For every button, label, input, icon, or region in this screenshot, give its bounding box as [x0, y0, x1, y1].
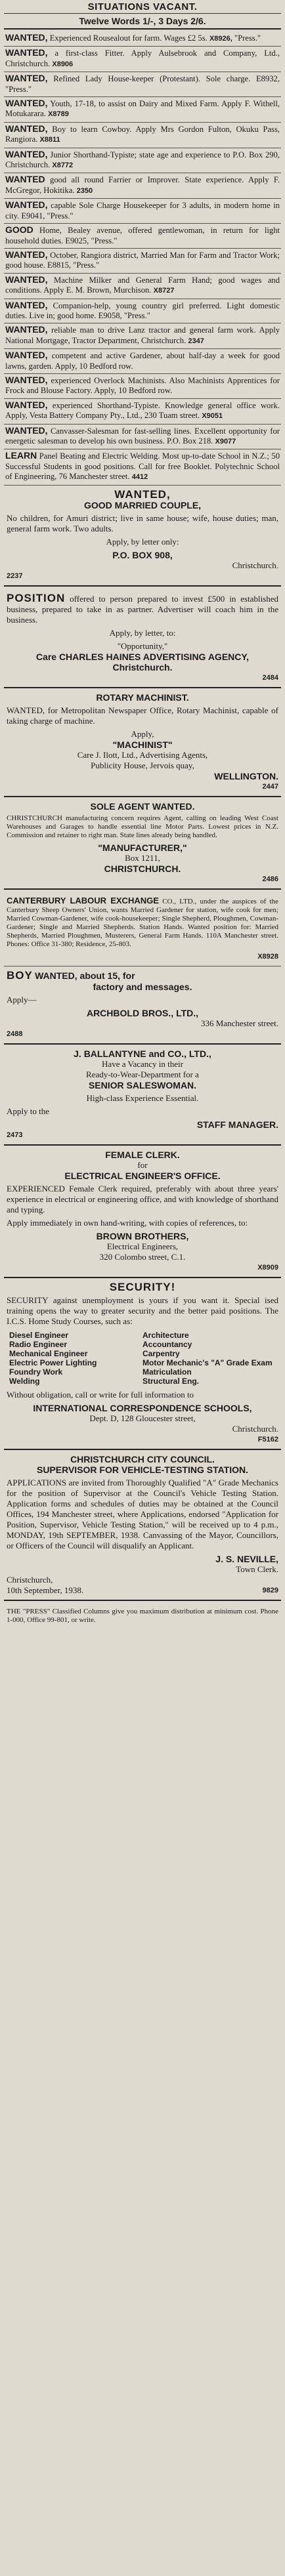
- ad-body1: Have a Vacancy in their: [102, 1058, 183, 1069]
- ad-body: CO., LTD., under the auspices of the Canterbury Sheep Owners' Union, wants Married Gardener for station, wife cook for men; Married Cowman-Gardener, wife cook-housekeeper; Single Shepherd, Ploughmen, Cowman-Gardener; Single and Married Shepherds. Station Hands. Wanted position for: Married Shepherds, Married Ploughmen, Musterers, General Farm Hands. 110A Manchester street. Phones: Office 31-380; Residence, 25-803.: [7, 897, 278, 948]
- classified-ref: X8811: [39, 136, 60, 144]
- classified-text: capable Sole Charge Housekeeper for 3 adults, in modern home in city. E9041, "Press.": [5, 201, 280, 220]
- ad-apply: Apply—: [7, 994, 37, 1005]
- classified-text: Machine Milker and General Farm Hand; good wages and conditions. Apply E. M. Brown, Murchison.: [5, 275, 280, 295]
- ad-body: SECURITY against unemployment is yours if you want it. Special ised training opens the way to greater security and the better paid positions. The I.C.S. Home Study Courses, such as:: [7, 1295, 278, 1326]
- classified-text: good all round Farrier or Improver. State experience. Apply F. McGregor, Hokitika.: [5, 175, 280, 195]
- ad-married-couple: [4, 486, 281, 587]
- classified-lead: WANTED,: [5, 274, 48, 285]
- ad-addr2: Care CHARLES HAINES ADVERTISING AGENCY, Christchurch.: [35, 651, 250, 673]
- subject-item: Motor Mechanic's "A" Grade Exam: [142, 1358, 273, 1367]
- subject-item: Diesel Engineer: [9, 1330, 69, 1340]
- classified-ref: X8772: [52, 161, 74, 170]
- ad-body2: Without obligation, call or write for full information to: [7, 1389, 194, 1400]
- classified-text: a first-class Fitter. Apply Aulsebrook and Company, Ltd., Christchurch.: [5, 49, 280, 68]
- ad-place: Christchurch,: [7, 1574, 53, 1585]
- classified-lead: WANTED,: [5, 148, 48, 159]
- classified-lead: WANTED,: [5, 350, 48, 361]
- classified-ad: [4, 249, 281, 274]
- classified-text: Refined Lady House-keeper (Protestant). Sole charge. E8932, "Press.": [5, 74, 280, 94]
- classified-ad: [4, 148, 281, 174]
- classified-ad: [4, 274, 281, 299]
- ad-ref: F5162: [257, 1435, 278, 1444]
- ad-body: offered to person prepared to invest £500 in established business, prepared to take in as partner. Advertiser will coach him in the business.: [7, 593, 279, 625]
- ad-address: 320 Colombo street, C.1.: [99, 1251, 186, 1262]
- ad-body: CHRISTCHURCH manufacturing concern requires Agent, calling on leading West Coast Warehouses and Garages to handle essential line Motor Parts. Lowest prices in N.Z. Commission and retainer to right man. State lines already being handled.: [7, 814, 278, 839]
- ad-security: [4, 1278, 281, 1450]
- ad-date: 10th September, 1938.: [7, 1585, 84, 1595]
- classified-ad: [4, 123, 281, 148]
- classified-ad: [4, 374, 281, 399]
- subject-item: Carpentry: [142, 1348, 180, 1358]
- classified-ref: X9077: [215, 438, 236, 446]
- classified-text: reliable man to drive Lanz tractor and general farm work. Apply National Mortgage, Tractor Department, Christchurch.: [5, 325, 280, 345]
- ad-lead: CANTERBURY LABOUR EXCHANGE: [7, 895, 159, 905]
- classified-ref: 2350: [76, 186, 93, 195]
- classified-lead: WANTED,: [5, 199, 48, 211]
- ad-body2: Ready-to-Wear-Department for a: [86, 1069, 199, 1079]
- ad-school: INTERNATIONAL CORRESPONDENCE SCHOOLS,: [33, 1402, 252, 1413]
- subject-item: Foundry Work: [9, 1367, 63, 1377]
- ad-address: Dept. D, 128 Gloucester street,: [89, 1413, 196, 1423]
- subject-item: Mechanical Engineer: [9, 1348, 88, 1358]
- ad-ballantyne: [4, 1045, 281, 1146]
- ad-trade: Electrical Engineers,: [106, 1241, 179, 1251]
- ad-heading: ROTARY MACHINIST.: [96, 692, 189, 703]
- classified-tail: "Press.": [234, 33, 261, 43]
- classified-ref: X8789: [48, 110, 69, 119]
- ad-ref: 2486: [262, 875, 278, 883]
- classified-text: Panel Beating and Electric Welding. Most up-to-date School in N.Z.; 50 Successful Students in good positions. Call for free Booklet. Polytechnic School of Engineering, 76 Manchester street.: [5, 451, 280, 482]
- ad-labour-exchange: [4, 890, 281, 966]
- ad-addr1: "Opportunity,": [117, 640, 168, 651]
- classified-lead: LEARN: [5, 450, 37, 461]
- ad-body: No children, for Amuri district; live in same house; wife, house duties; man, general farm work. Two adults.: [7, 512, 278, 533]
- classified-lead: WANTED,: [5, 32, 48, 43]
- classified-lead: WANTED,: [5, 399, 48, 410]
- classified-lead: WANTED,: [5, 324, 48, 335]
- ad-female-clerk: [4, 1146, 281, 1278]
- ad-role: SENIOR SALESWOMAN.: [88, 1079, 197, 1091]
- footer-note: [4, 1601, 281, 1631]
- classified-text: experienced Overlock Machinists. Also Machinists Apprentices for Frock and Blouse Factory. Apply, 10 Bedford row.: [5, 375, 280, 396]
- classified-ref: X8926,: [209, 35, 232, 43]
- ad-heading: J. BALLANTYNE and CO., LTD.,: [74, 1048, 211, 1059]
- subject-item: Welding: [9, 1376, 40, 1386]
- ad-ref: X8928: [257, 952, 278, 961]
- classified-ad: [4, 31, 281, 47]
- ad-company: ARCHBOLD BROS., LTD.,: [86, 1007, 199, 1018]
- ad-apply: Apply, by letter, to:: [109, 627, 176, 638]
- ad-rotary-machinist: [4, 688, 281, 797]
- classified-lead: WANTED,: [5, 299, 48, 310]
- classified-ref: 4412: [131, 473, 148, 482]
- ad-heading: FEMALE CLERK.: [105, 1149, 180, 1160]
- ad-heading: CHRISTCHURCH CITY COUNCIL.: [70, 1453, 215, 1465]
- ad-ref: 2237: [7, 571, 23, 580]
- ad-addr1: Care J. Ilott, Ltd., Advertising Agents,: [77, 749, 208, 760]
- ad-apply: Apply immediately in own hand-writing, with copies of references, to:: [7, 1217, 248, 1228]
- classified-text: Companion-help, young country girl preferred. Light domestic duties. Live in; good home. E9058, "Press.": [5, 301, 280, 320]
- classified-text: experienced Shorthand-Typiste. Knowledge general office work. Apply, Vesta Battery Company Pty., Ltd., 230 Tuam street.: [5, 400, 280, 421]
- ad-heading: SECURITY!: [109, 1280, 176, 1293]
- ad-req: High-class Experience Essential.: [86, 1092, 199, 1103]
- ad-subheading: GOOD MARRIED COUPLE,: [83, 499, 202, 510]
- subject-item: Structural Eng.: [142, 1376, 200, 1386]
- ad-apply: Apply,: [131, 728, 154, 739]
- classified-text: October, Rangiora district, Married Man for Farm and Tractor Work; good house. E8815, "Press.": [5, 250, 280, 270]
- ad-city: CHRISTCHURCH.: [104, 863, 181, 874]
- ad-sole-agent: [4, 797, 281, 890]
- ad-address: P.O. BOX 908,: [112, 549, 173, 560]
- ad-apply: Apply, by letter only:: [106, 536, 179, 547]
- classified-text: competent and active Gardener, about half-day a week for good lawns, garden. Apply, 10 Bedford row.: [5, 351, 280, 371]
- ad-text2: factory and messages.: [93, 981, 192, 992]
- ad-ref: X8909: [257, 1263, 278, 1272]
- ad-signer: J. S. NEVILLE,: [215, 1553, 278, 1564]
- rates-line: Twelve Words 1/-, 3 Days 2/6.: [4, 14, 281, 30]
- ad-addr2: Publicity House, Jervois quay,: [91, 760, 194, 770]
- classified-lead: WANTED,: [5, 249, 48, 260]
- ad-heading: SOLE AGENT WANTED.: [90, 800, 195, 812]
- classified-ad: [4, 72, 281, 97]
- ad-lead: POSITION: [7, 591, 66, 604]
- classified-ref: 2347: [188, 337, 204, 345]
- ad-city: WELLINGTON.: [214, 770, 278, 781]
- subject-item: Accountancy: [142, 1339, 192, 1349]
- classified-lead: WANTED,: [5, 374, 48, 385]
- ad-text1: WANTED, about 15, for: [35, 970, 135, 981]
- subject-item: Matriculation: [142, 1367, 192, 1377]
- ad-position-offered: [4, 587, 281, 688]
- footer-note-text: THE "PRESS" Classified Columns give you maximum distribution at minimum cost. Phone 1-000, Office 99-801, or write.: [7, 1607, 278, 1624]
- ad-city: Christchurch.: [232, 560, 278, 570]
- classified-text: Junior Shorthand-Typiste; state age and experience to P.O. Box 290, Christchurch.: [5, 150, 280, 170]
- ad-name: "MACHINIST": [112, 739, 173, 750]
- ad-ref: 2473: [7, 1131, 23, 1139]
- classified-ad: [4, 224, 281, 249]
- ad-heading: WANTED,: [114, 488, 171, 501]
- classified-lead: WANTED,: [5, 123, 48, 134]
- ad-box: Box 1211,: [125, 852, 160, 863]
- ad-city: Christchurch.: [232, 1423, 278, 1434]
- ad-lead: BOY: [7, 968, 33, 982]
- classified-text: Canvasser-Salesman for fast-selling lines. Excellent opportunity for energetic salesman to develop his own business. P.O. Box 218.: [5, 426, 280, 446]
- classified-ad: [4, 299, 281, 324]
- subject-item: Electric Power Lighting: [9, 1358, 97, 1367]
- ad-ref: 9829: [262, 1586, 278, 1594]
- classified-text: Boy to learn Cowboy. Apply Mrs Gordon Fulton, Okuku Pass, Rangiora.: [5, 124, 280, 144]
- ad-boy-wanted: [4, 966, 281, 1045]
- subjects-list: [7, 1329, 278, 1387]
- classified-ad: [4, 449, 281, 485]
- ad-apply: Apply to the: [7, 1106, 49, 1116]
- classified-ad: [4, 47, 281, 72]
- classified-lead: WANTED,: [5, 47, 48, 58]
- ad-body: EXPERIENCED Female Clerk required, preferably with about three years' experience in electrical or engineering office, and with knowledge of shorthand and typing.: [7, 1183, 278, 1215]
- subject-item: Architecture: [142, 1330, 189, 1340]
- ad-body: WANTED, for Metropolitan Newspaper Office, Rotary Machinist, capable of taking charge of machine.: [7, 705, 278, 726]
- classified-ad: [4, 425, 281, 450]
- ad-ref: 2484: [262, 673, 278, 682]
- classified-ref: X8906: [52, 60, 74, 68]
- classified-text: Home, Bealey avenue, offered gentlewoman, in return for light household duties. E9025, "Press.": [5, 226, 280, 245]
- ad-address: 336 Manchester street.: [200, 1018, 278, 1028]
- ad-title: Town Clerk.: [236, 1564, 278, 1574]
- ad-ref: 2488: [7, 1029, 23, 1038]
- classified-lead: WANTED,: [5, 73, 48, 84]
- section-title: SITUATIONS VACANT.: [4, 0, 281, 14]
- classified-text: Youth, 17-18, to assist on Dairy and Mixed Farm. Apply F. Withell, Motukarara.: [5, 99, 280, 119]
- classified-ref: X9051: [202, 412, 223, 421]
- ad-office: ELECTRICAL ENGINEER'S OFFICE.: [64, 1170, 221, 1181]
- classified-ad: [4, 323, 281, 349]
- ad-for: for: [137, 1159, 148, 1170]
- ad-company: BROWN BROTHERS,: [96, 1230, 189, 1241]
- classifieds-list: [4, 31, 281, 486]
- classified-ad: [4, 399, 281, 425]
- ad-ref: 2447: [262, 782, 278, 791]
- ad-city-council: [4, 1450, 281, 1601]
- classified-ref: X8727: [153, 287, 175, 295]
- classified-lead: GOOD: [5, 224, 33, 236]
- classified-ad: [4, 349, 281, 374]
- classified-lead: WANTED,: [5, 98, 48, 109]
- ad-name: "MANUFACTURER,": [98, 842, 187, 853]
- classified-lead: WANTED: [5, 174, 45, 185]
- classified-text: Experienced Rousealout for farm. Wages £2 5s.: [49, 33, 208, 43]
- classified-ad: [4, 199, 281, 224]
- classified-ad: [4, 97, 281, 123]
- classified-lead: WANTED,: [5, 425, 48, 436]
- subject-item: Radio Engineer: [9, 1339, 68, 1349]
- ad-subheading: SUPERVISOR FOR VEHICLE-TESTING STATION.: [36, 1464, 249, 1475]
- classified-ad: [4, 173, 281, 199]
- ad-body: APPLICATIONS are invited from Thoroughly Qualified "A" Grade Mechanics for the position of Supervisor at the Council's Vehicle Testing Station. Application forms and schedules of duties may be obtained at the Council Offices, 194 Manchester street, where Applications, endorsed "Application for Position, Supervisor, Vehicle Testing Station," will be received up to 4 p.m., MONDAY, 19th SEPTEMBER, 1938. Canvassing of the Mayor, Councillors, or Officers of the Council will disqualify an Applicant.: [7, 1477, 278, 1550]
- ad-to: STAFF MANAGER.: [196, 1119, 278, 1130]
